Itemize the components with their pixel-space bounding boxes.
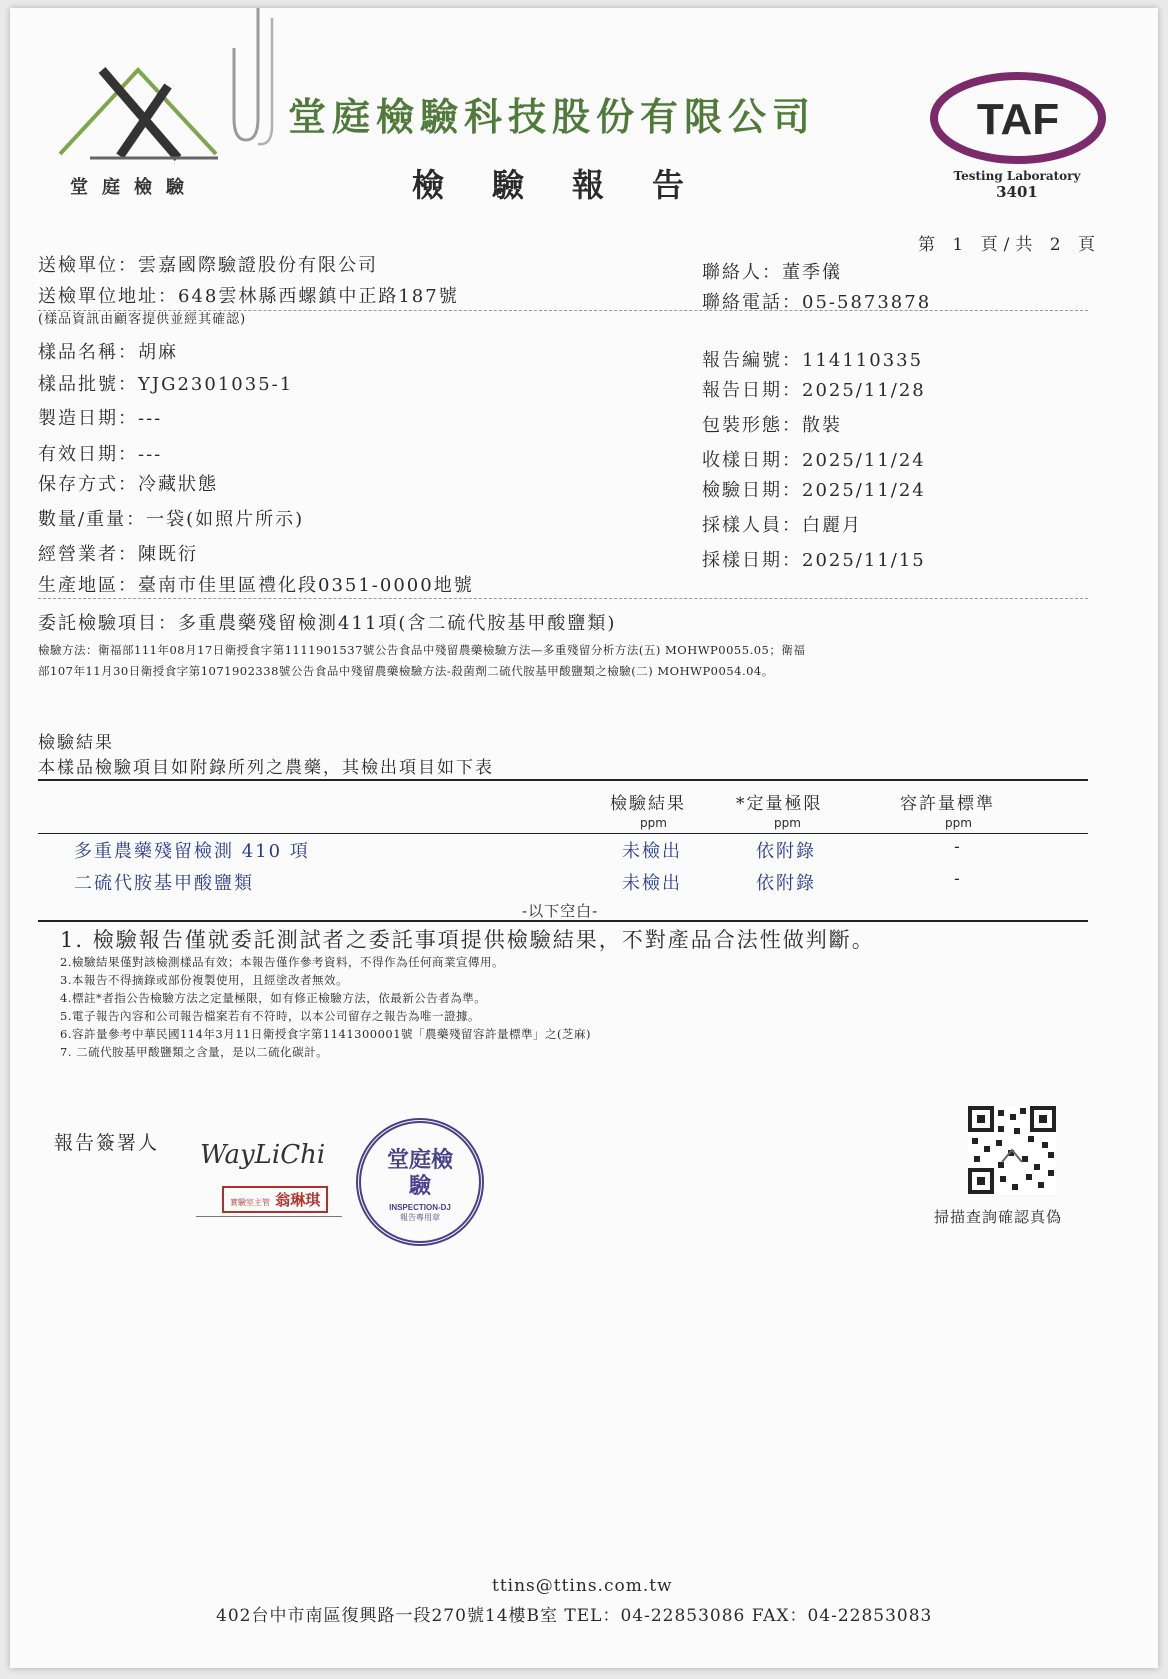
note-2: 2.檢驗結果僅對該檢測樣品有效；本報告僅作參考資料，不得作為任何商業宣傳用。	[60, 955, 504, 969]
report-sheet	[10, 8, 1158, 1668]
table-row-item: 多重農藥殘留檢測 410 項	[74, 841, 310, 862]
note-7: 7. 二硫代胺基甲酸鹽類之含量，是以二硫化碳計。	[60, 1045, 329, 1059]
taf-caption-text: Testing Laboratory	[953, 169, 1081, 183]
origin: 生產地區：臺南市佳里區禮化段0351-0000地號	[38, 575, 474, 596]
taf-logo-icon	[928, 70, 1108, 166]
note-5: 5.電子報告內容和公司報告檔案若有不符時，以本公司留存之報告為唯一證據。	[60, 1009, 480, 1023]
handwritten-signature: WayLiChi	[200, 1140, 326, 1170]
table-row-limit: -	[954, 869, 962, 889]
mfg-date: 製造日期：---	[38, 408, 163, 429]
commission-items: 委託檢驗項目：多重農藥殘留檢測411項(含二硫代胺基甲酸鹽類)	[38, 613, 617, 634]
seal-sub: INSPECTION-DJ	[389, 1203, 451, 1212]
test-date: 檢驗日期：2025/11/24	[702, 480, 926, 501]
page-indicator: 第 1 頁/共 2 頁	[918, 235, 1101, 255]
client-address: 送檢單位地址：648雲林縣西螺鎮中正路187號	[38, 286, 459, 307]
taf-logo-text: TAF	[976, 95, 1060, 144]
table-row-result: 未檢出	[622, 873, 682, 894]
qr-code-icon[interactable]	[968, 1106, 1056, 1194]
signature-line	[196, 1216, 342, 1217]
sample-batch: 樣品批號：YJG2301035-1	[38, 374, 294, 395]
unit-limit: ppm	[945, 816, 972, 830]
sampler: 採樣人員：白麗月	[702, 515, 862, 536]
contact-phone: 聯絡電話：05-5873878	[702, 292, 932, 313]
table-row-limit: -	[954, 837, 962, 857]
note-3: 3.本報告不得摘錄或部份複製使用，且經塗改者無效。	[60, 973, 348, 987]
client-unit: 送檢單位：雲嘉國際驗證股份有限公司	[38, 255, 378, 276]
method-line-1: 檢驗方法：衛福部111年08月17日衛授食字第1111901537號公告食品中殘留農藥檢驗方法—多重殘留分析方法(五) MOHWP0055.05；衛福	[38, 643, 806, 657]
sampling-date: 採樣日期：2025/11/15	[702, 550, 926, 571]
company-seal	[356, 1118, 484, 1246]
results-intro: 本樣品檢驗項目如附錄所列之農藥，其檢出項目如下表	[38, 758, 494, 778]
table-row-loq: 依附錄	[756, 841, 816, 862]
table-bottom-rule	[38, 920, 1088, 922]
col-header-result: 檢驗結果	[610, 794, 686, 814]
signer-stamp-prefix: 實驗室主管	[230, 1198, 270, 1207]
blank-note: -以下空白-	[522, 902, 599, 920]
col-header-loq: *定量極限	[736, 794, 823, 814]
note-1: 1. 檢驗報告僅就委託測試者之委託事項提供檢驗結果，不對產品合法性做判斷。	[60, 928, 875, 952]
client-note: (樣品資訊由顧客提供並經其確認)	[38, 312, 247, 327]
signer-stamp-name: 翁琳琪	[275, 1191, 321, 1209]
quantity: 數量/重量：一袋(如照片所示)	[38, 509, 305, 530]
qr-caption: 掃描查詢確認真偽	[934, 1208, 1063, 1226]
report-title: 檢驗報告	[412, 166, 733, 204]
seal-bottom: 報告專用章	[400, 1213, 440, 1222]
storage: 保存方式：冷藏狀態	[38, 474, 218, 495]
signer-stamp	[222, 1186, 328, 1213]
report-date: 報告日期：2025/11/28	[702, 380, 926, 401]
operator: 經營業者：陳既衍	[38, 544, 198, 565]
signer-label: 報告簽署人	[54, 1132, 160, 1154]
paper-clip-icon	[228, 8, 288, 148]
taf-number: 3401	[996, 183, 1038, 201]
table-row-loq: 依附錄	[756, 873, 816, 894]
method-line-2: 部107年11月30日衛授食字第1071902338號公告食品中殘留農藥檢驗方法-殺菌劑二硫代胺基甲酸鹽類之檢驗(二) MOHWP0054.04。	[38, 664, 774, 678]
note-6: 6.容許量參考中華民國114年3月11日衛授食字第1141300001號「農藥殘留容許量標準」之(芝麻)	[60, 1027, 592, 1041]
note-4: 4.標註*者指公告檢驗方法之定量極限，如有修正檢驗方法，依最新公告者為準。	[60, 991, 487, 1005]
divider	[38, 598, 1088, 599]
report-no: 報告編號：114110335	[702, 350, 924, 371]
taf-caption	[952, 168, 1082, 200]
results-heading: 檢驗結果	[38, 733, 114, 753]
table-header-rule	[38, 833, 1088, 834]
unit-loq: ppm	[774, 816, 801, 830]
table-top-rule	[38, 779, 1088, 781]
received-date: 收樣日期：2025/11/24	[702, 450, 926, 471]
contact-person: 聯絡人：董季儀	[702, 262, 842, 283]
sample-name: 樣品名稱：胡麻	[38, 342, 178, 363]
exp-date: 有效日期：---	[38, 444, 163, 465]
company-logo-icon	[50, 56, 230, 168]
packaging: 包裝形態：散裝	[702, 415, 842, 436]
seal-text: 堂庭檢驗	[386, 1147, 453, 1199]
company-name: 堂庭檢驗科技股份有限公司	[288, 94, 817, 139]
footer-address: 402台中市南區復興路一段270號14樓B室 TEL：04-22853086 FAX：04-22853083	[216, 1606, 933, 1626]
table-row-item: 二硫代胺基甲酸鹽類	[74, 873, 254, 894]
divider	[38, 310, 1088, 311]
footer-email: ttins@ttins.com.tw	[492, 1576, 673, 1596]
table-row-result: 未檢出	[622, 841, 682, 862]
logo-text: 堂庭檢驗	[70, 177, 198, 198]
unit-result: ppm	[640, 816, 667, 830]
col-header-limit: 容許量標準	[900, 794, 995, 814]
